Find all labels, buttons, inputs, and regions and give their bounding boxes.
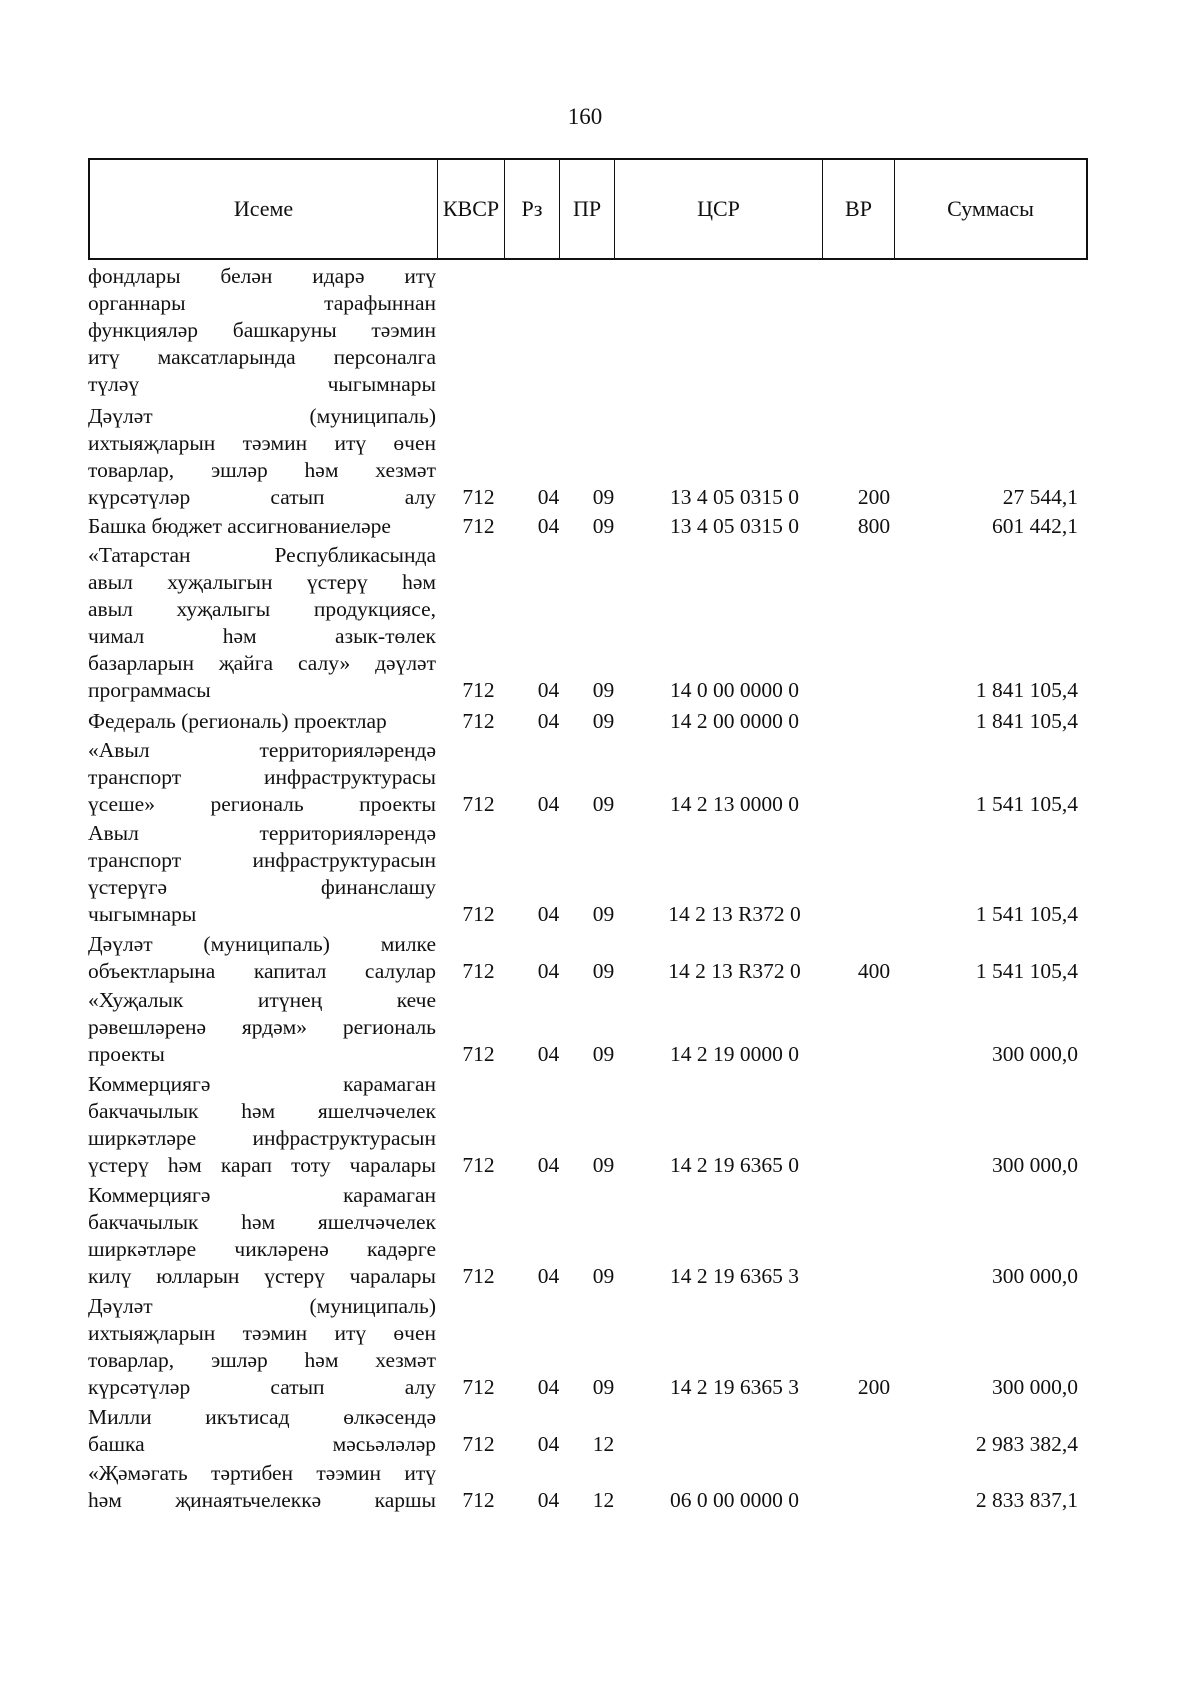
row-name-line: авыл хуҗалыгын үстерү һәм <box>88 570 436 594</box>
cell-csr: 14 2 13 R372 0 <box>668 959 801 983</box>
cell-rz: 04 <box>537 514 560 538</box>
row-name <box>88 403 436 511</box>
table-row <box>88 542 1088 704</box>
cell-sum: 300 000,0 <box>992 1375 1078 1399</box>
cell-vr: 200 <box>857 1375 891 1399</box>
cell-pr: 09 <box>592 1375 615 1399</box>
row-name-line: чыгымнары <box>88 902 197 926</box>
cell-kbsr: 712 <box>462 514 495 538</box>
cell-csr: 14 2 19 6365 3 <box>670 1264 799 1288</box>
row-name-line: бакчачылык һәм яшелчәчелек <box>88 1210 436 1234</box>
row-name-line: функцияләр башкаруны тәэмин <box>88 318 436 342</box>
row-name-line: ихтыяҗларын тәэмин итү өчен <box>88 1321 436 1345</box>
cell-sum: 27 544,1 <box>1002 485 1078 509</box>
row-name-line: Дәүләт (муниципаль) милке <box>88 932 436 956</box>
table-row <box>88 403 1088 511</box>
cell-pr: 12 <box>592 1432 615 1456</box>
row-name-line: «Татарстан Республикасында <box>88 543 436 567</box>
table-header <box>88 158 1088 260</box>
cell-kbsr: 712 <box>462 1375 495 1399</box>
cell-kbsr: 712 <box>462 1264 495 1288</box>
header-sum: Суммасы <box>947 196 1034 221</box>
cell-sum: 1 541 105,4 <box>975 792 1078 816</box>
row-name-line: күрсәтүләр сатып алу <box>88 485 436 509</box>
cell-kbsr: 712 <box>462 1153 495 1177</box>
row-name <box>88 1460 436 1514</box>
row-name-line: товарлар, эшләр һәм хезмәт <box>88 458 436 482</box>
cell-kbsr: 712 <box>462 1432 495 1456</box>
row-name <box>88 931 436 985</box>
cell-sum: 2 983 382,4 <box>975 1432 1078 1456</box>
cell-rz: 04 <box>537 1042 560 1066</box>
cell-rz: 04 <box>537 1153 560 1177</box>
cell-pr: 09 <box>592 1153 615 1177</box>
row-name-line: үстерүгә финанслашу <box>88 875 436 899</box>
row-name-line: Коммерциягә карамаган <box>88 1183 436 1207</box>
cell-rz: 04 <box>537 902 560 926</box>
row-name <box>88 513 436 540</box>
cell-vr: 800 <box>857 514 891 538</box>
row-name <box>88 1182 436 1290</box>
header-name: Исеме <box>90 160 438 258</box>
cell-pr: 09 <box>592 902 615 926</box>
row-name-line: ширкәтләре чикләренә кадәрге <box>88 1237 436 1261</box>
row-name-line: объектларына капитал салулар <box>88 959 436 983</box>
cell-kbsr: 712 <box>462 1042 495 1066</box>
cell-pr: 09 <box>592 678 615 702</box>
cell-rz: 04 <box>537 709 560 733</box>
table-row <box>88 1460 1088 1514</box>
header-kbsr: КВСР <box>438 160 505 258</box>
row-name-line: Дәүләт (муниципаль) <box>88 1294 436 1318</box>
cell-kbsr: 712 <box>462 1488 495 1512</box>
cell-kbsr: 712 <box>462 902 495 926</box>
cell-csr: 14 0 00 0000 0 <box>670 678 799 702</box>
row-name-line: товарлар, эшләр һәм хезмәт <box>88 1348 436 1372</box>
cell-pr: 09 <box>592 709 615 733</box>
row-name-line: ширкәтләре инфраструктурасын <box>88 1126 436 1150</box>
row-name-line: базарларын җайга салу» дәүләт <box>88 651 436 675</box>
cell-sum: 2 833 837,1 <box>975 1488 1078 1512</box>
cell-rz: 04 <box>537 1264 560 1288</box>
header-rz: Рз <box>505 160 560 258</box>
cell-pr: 09 <box>592 514 615 538</box>
row-name-line: Дәүләт (муниципаль) <box>88 404 436 428</box>
table-row <box>88 1293 1088 1401</box>
cell-csr: 13 4 05 0315 0 <box>670 485 799 509</box>
row-name-line: һәм җинаятьчелеккә каршы <box>88 1488 436 1512</box>
cell-csr: 06 0 00 0000 0 <box>670 1488 799 1512</box>
row-name-line: башка мәсьәләләр <box>88 1432 436 1456</box>
cell-pr: 09 <box>592 959 615 983</box>
table-row <box>88 1182 1088 1290</box>
row-name-line: бакчачылык һәм яшелчәчелек <box>88 1099 436 1123</box>
row-name-line: итү максатларында персоналга <box>88 345 436 369</box>
row-name-line: «Авыл территорияләрендә <box>88 738 436 762</box>
row-name-line: үсеше» региональ проекты <box>88 792 436 816</box>
table-row <box>88 931 1088 985</box>
row-name <box>88 1293 436 1401</box>
cell-sum: 300 000,0 <box>992 1042 1078 1066</box>
cell-sum: 1 841 105,4 <box>975 709 1078 733</box>
cell-vr: 400 <box>857 959 891 983</box>
cell-pr: 09 <box>592 1042 615 1066</box>
cell-sum: 300 000,0 <box>992 1153 1078 1177</box>
row-name-line: проекты <box>88 1042 165 1066</box>
header-pr: ПР <box>560 160 615 258</box>
cell-vr: 200 <box>857 485 891 509</box>
cell-rz: 04 <box>537 1375 560 1399</box>
cell-csr: 14 2 13 0000 0 <box>670 792 799 816</box>
row-name <box>88 263 436 398</box>
row-name-line: Коммерциягә карамаган <box>88 1072 436 1096</box>
cell-rz: 04 <box>537 1432 560 1456</box>
page-number: 160 <box>567 104 603 129</box>
cell-kbsr: 712 <box>462 485 495 509</box>
row-name-line: транспорт инфраструктурасын <box>88 848 436 872</box>
row-name-line: ихтыяҗларын тәэмин итү өчен <box>88 431 436 455</box>
cell-csr: 14 2 19 6365 3 <box>670 1375 799 1399</box>
row-name <box>88 987 436 1068</box>
cell-sum: 300 000,0 <box>992 1264 1078 1288</box>
table-row <box>88 820 1088 928</box>
row-name-line: авыл хуҗалыгы продукциясе, <box>88 597 436 621</box>
table-row <box>88 513 1088 540</box>
row-name-line: транспорт инфраструктурасы <box>88 765 436 789</box>
cell-pr: 09 <box>592 1264 615 1288</box>
cell-rz: 04 <box>537 485 560 509</box>
table-row <box>88 1071 1088 1179</box>
cell-kbsr: 712 <box>462 678 495 702</box>
cell-pr: 09 <box>592 485 615 509</box>
row-name-line: чимал һәм азык-төлек <box>88 624 436 648</box>
cell-kbsr: 712 <box>462 959 495 983</box>
cell-csr: 14 2 00 0000 0 <box>670 709 799 733</box>
row-name <box>88 542 436 704</box>
table-row <box>88 737 1088 818</box>
cell-pr: 09 <box>592 792 615 816</box>
cell-sum: 1 541 105,4 <box>975 959 1078 983</box>
cell-sum: 1 841 105,4 <box>975 678 1078 702</box>
row-name-line: «Хуҗалык итүнең кече <box>88 988 436 1012</box>
table-body <box>88 263 1088 1516</box>
row-name-line: түләү чыгымнары <box>88 372 436 396</box>
cell-kbsr: 712 <box>462 792 495 816</box>
cell-rz: 04 <box>537 1488 560 1512</box>
row-name-line: органнары тарафыннан <box>88 291 436 315</box>
header-csr: ЦСР <box>615 160 823 258</box>
row-name-line: «Җәмәгать тәртибен тәэмин итү <box>88 1461 436 1485</box>
row-name-line: үстерү һәм карап тоту чаралары <box>88 1153 436 1177</box>
row-name-line: күрсәтүләр сатып алу <box>88 1375 436 1399</box>
table-row <box>88 1404 1088 1458</box>
cell-csr: 14 2 13 R372 0 <box>668 902 801 926</box>
cell-csr: 13 4 05 0315 0 <box>670 514 799 538</box>
row-name-line: Башка бюджет ассигнованиеләре <box>88 514 391 538</box>
cell-csr: 14 2 19 6365 0 <box>670 1153 799 1177</box>
row-name <box>88 820 436 928</box>
row-name-line: программасы <box>88 678 211 702</box>
cell-sum: 1 541 105,4 <box>975 902 1078 926</box>
row-name-line: Федераль (региональ) проектлар <box>88 709 387 733</box>
cell-rz: 04 <box>537 959 560 983</box>
cell-kbsr: 712 <box>462 709 495 733</box>
row-name <box>88 1071 436 1179</box>
header-vr: ВР <box>823 160 895 258</box>
row-name-line: Авыл территорияләрендә <box>88 821 436 845</box>
cell-csr: 14 2 19 0000 0 <box>670 1042 799 1066</box>
table-row <box>88 263 1088 398</box>
row-name-line: Милли икътисад өлкәсендә <box>88 1405 436 1429</box>
table-row <box>88 987 1088 1068</box>
row-name <box>88 1404 436 1458</box>
cell-pr: 12 <box>592 1488 615 1512</box>
row-name-line: рәвешләренә ярдәм» региональ <box>88 1015 436 1039</box>
row-name <box>88 708 436 735</box>
cell-rz: 04 <box>537 792 560 816</box>
row-name-line: килү юлларын үстерү чаралары <box>88 1264 436 1288</box>
table-row <box>88 708 1088 735</box>
cell-rz: 04 <box>537 678 560 702</box>
row-name <box>88 737 436 818</box>
row-name-line: фондлары белән идарә итү <box>88 264 436 288</box>
cell-sum: 601 442,1 <box>992 514 1078 538</box>
